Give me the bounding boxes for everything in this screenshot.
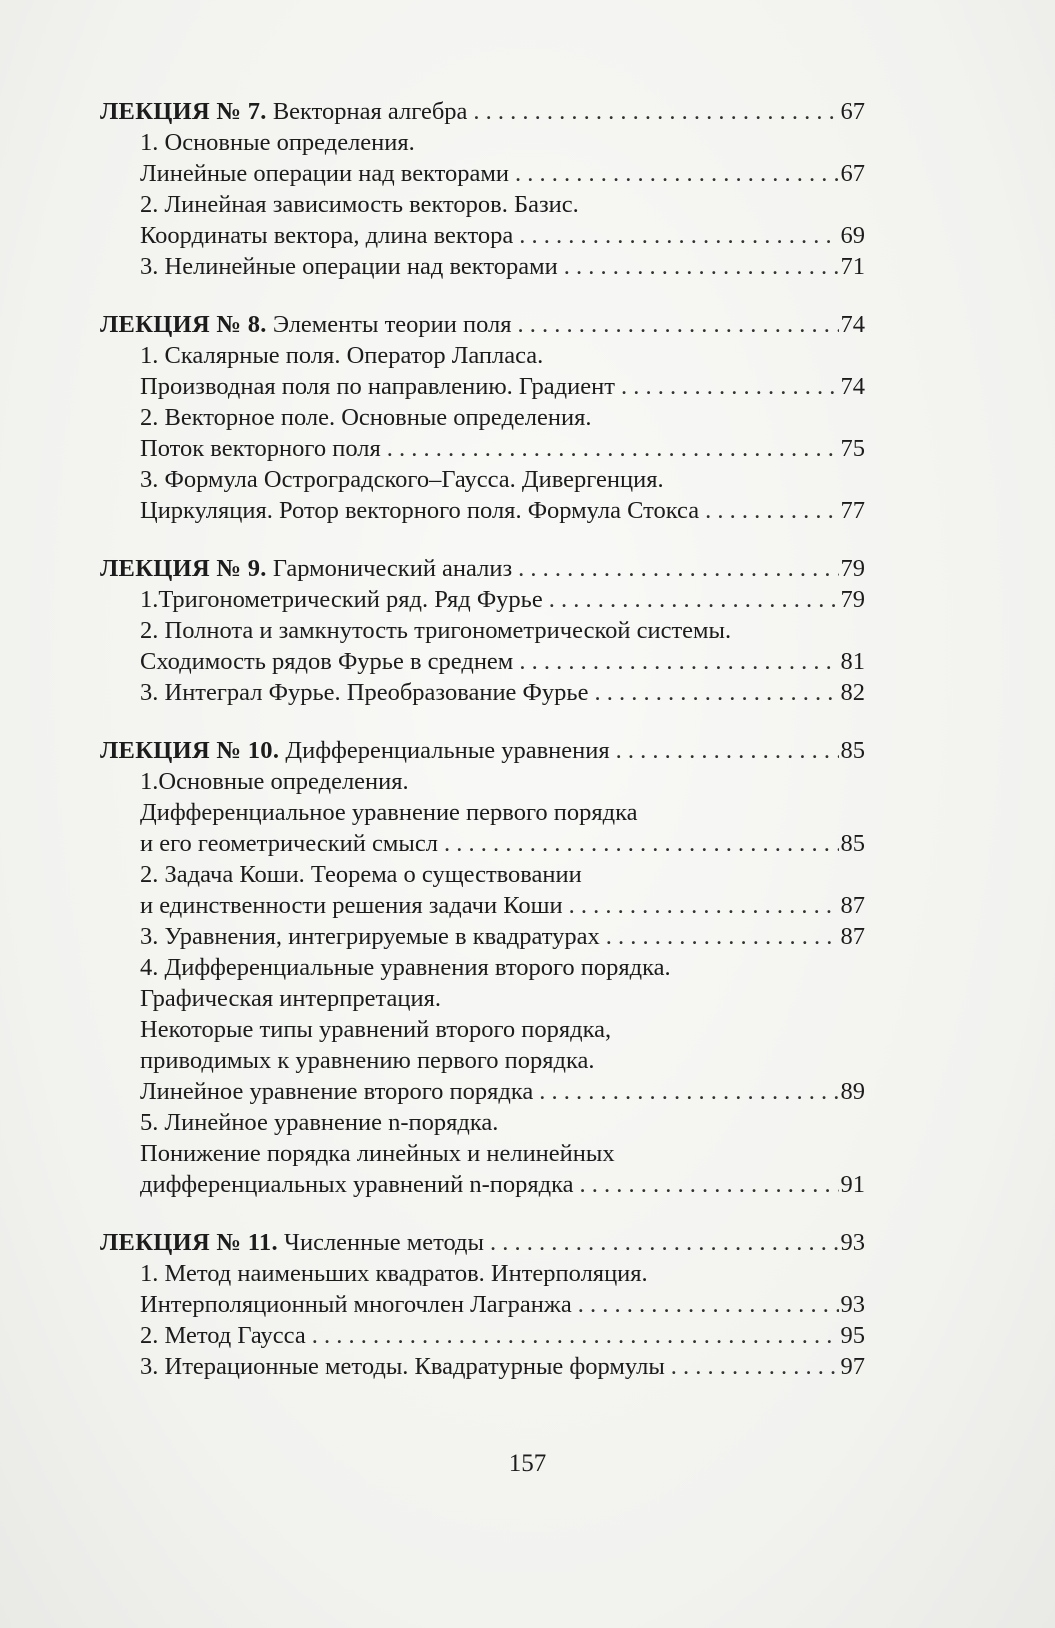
toc-entry [100, 1320, 865, 1351]
toc-entry-line [100, 340, 865, 371]
toc-entry-text: Координаты вектора, длина вектора [140, 222, 514, 249]
dot-leader [519, 220, 838, 251]
toc-entry [100, 158, 865, 189]
toc-entry-text: 1. Метод наименьших квадратов. Интерполяция. [140, 1260, 648, 1287]
dot-leader [578, 1289, 839, 1320]
toc-entry-text [140, 1076, 539, 1107]
page-ref: 85 [840, 830, 865, 857]
dot-leader [518, 553, 838, 584]
page-ref: 71 [840, 253, 865, 280]
toc-entry-text: 3. Уравнения, интегрируемые в квадратурах [140, 923, 600, 950]
lecture-heading-text [100, 553, 518, 584]
page-ref: 81 [840, 648, 865, 675]
lecture-title: Гармонический анализ [266, 555, 513, 582]
table-of-contents [100, 96, 865, 1409]
toc-entry-text [140, 1351, 671, 1382]
dot-leader [606, 921, 839, 952]
toc-entry-line [100, 464, 865, 495]
dot-leader [549, 584, 839, 615]
lecture-heading [100, 309, 865, 340]
dot-leader [387, 433, 839, 464]
toc-entry [100, 220, 865, 251]
toc-entry-text: Производная поля по направлению. Градиент [140, 373, 615, 400]
toc-entry-text [140, 433, 387, 464]
page-ref: 87 [840, 892, 865, 919]
toc-entry-text: приводимых к уравнению первого порядка. [140, 1047, 595, 1074]
dot-leader [312, 1320, 839, 1351]
dot-leader [621, 371, 839, 402]
toc-entry-text [140, 584, 549, 615]
toc-entry-text: 3. Итерационные методы. Квадратурные формулы [140, 1353, 665, 1380]
dot-leader [569, 890, 839, 921]
lecture-title: Дифференциальные уравнения [279, 737, 610, 764]
toc-entry [100, 890, 865, 921]
lecture-label: ЛЕКЦИЯ № 8. [100, 311, 267, 338]
page-ref: 77 [840, 497, 865, 524]
toc-entry-line [100, 797, 865, 828]
toc-entry-text: Циркуляция. Ротор векторного поля. Формула Стокса [140, 497, 700, 524]
toc-entry-text: Поток векторного поля [140, 435, 381, 462]
lecture-heading-text [100, 1227, 490, 1258]
toc-entry-text [140, 890, 569, 921]
page-ref: 93 [840, 1291, 865, 1318]
toc-entry-line [100, 952, 865, 983]
toc-entry-text: 2. Векторное поле. Основные определения. [140, 404, 592, 431]
lecture-section [100, 735, 865, 1200]
toc-entry-text: и его геометрический смысл [140, 830, 438, 857]
toc-entry-line [100, 766, 865, 797]
toc-entry [100, 1169, 865, 1200]
page-ref: 82 [840, 679, 865, 706]
toc-entry-text: 1.Тригонометрический ряд. Ряд Фурье [140, 586, 543, 613]
toc-entry-text: 2. Полнота и замкнутость тригонометрической системы. [140, 617, 732, 644]
lecture-heading-text [100, 309, 518, 340]
dot-leader [515, 158, 838, 189]
lecture-section [100, 1227, 865, 1382]
toc-entry-text: 1. Скалярные поля. Оператор Лапласа. [140, 342, 544, 369]
dot-leader [518, 309, 839, 340]
toc-entry-line [100, 402, 865, 433]
page-ref: 87 [840, 923, 865, 950]
toc-entry-text: 1. Основные определения. [140, 129, 415, 156]
toc-entry-text [140, 646, 519, 677]
toc-entry-text: 3. Формула Остроградского–Гаусса. Дивергенция. [140, 466, 664, 493]
toc-entry [100, 1289, 865, 1320]
toc-entry-line [100, 127, 865, 158]
toc-entry-line [100, 1258, 865, 1289]
dot-leader [705, 495, 838, 526]
page-ref: 69 [840, 222, 865, 249]
toc-entry-text: 1.Основные определения. [140, 768, 409, 795]
toc-entry-line [100, 615, 865, 646]
lecture-section [100, 553, 865, 708]
page-ref: 89 [840, 1078, 865, 1105]
toc-entry [100, 433, 865, 464]
dot-leader [580, 1169, 839, 1200]
toc-entry-text [140, 495, 705, 526]
lecture-label: ЛЕКЦИЯ № 9. [100, 555, 267, 582]
toc-entry-text [140, 1169, 580, 1200]
page-ref: 79 [840, 586, 865, 613]
page-ref: 75 [840, 435, 865, 462]
page-ref: 67 [840, 98, 865, 125]
toc-entry [100, 1351, 865, 1382]
toc-entry-line [100, 1045, 865, 1076]
toc-entry-line [100, 189, 865, 220]
page-ref: 74 [840, 373, 865, 400]
toc-entry-text [140, 158, 515, 189]
lecture-heading-text [100, 96, 473, 127]
lecture-title: Численные методы [277, 1229, 484, 1256]
toc-entry-text [140, 1289, 578, 1320]
toc-entry [100, 371, 865, 402]
toc-entry-text [140, 251, 564, 282]
toc-entry-text [140, 371, 621, 402]
toc-entry-text: Графическая интерпретация. [140, 985, 441, 1012]
lecture-title: Векторная алгебра [266, 98, 468, 125]
page-ref: 91 [840, 1171, 865, 1198]
dot-leader [671, 1351, 839, 1382]
page-number: 157 [508, 1450, 547, 1477]
toc-entry-text: дифференциальных уравнений n-порядка [140, 1171, 574, 1198]
toc-entry [100, 646, 865, 677]
lecture-heading [100, 1227, 865, 1258]
toc-entry-text: 5. Линейное уравнение n-порядка. [140, 1109, 499, 1136]
toc-entry-line [100, 1138, 865, 1169]
lecture-heading-text [100, 735, 616, 766]
toc-entry-text [140, 220, 519, 251]
toc-entry-text: Линейное уравнение второго порядка [140, 1078, 534, 1105]
toc-entry-text: 3. Интеграл Фурье. Преобразование Фурье [140, 679, 589, 706]
lecture-section [100, 309, 865, 526]
page-ref: 74 [840, 311, 865, 338]
toc-entry-text: 4. Дифференциальные уравнения второго порядка. [140, 954, 671, 981]
toc-entry [100, 677, 865, 708]
lecture-label: ЛЕКЦИЯ № 7. [100, 98, 267, 125]
toc-entry-line [100, 983, 865, 1014]
lecture-heading [100, 735, 865, 766]
page-ref: 95 [840, 1322, 865, 1349]
lecture-heading [100, 553, 865, 584]
toc-entry-text: 2. Задача Коши. Теорема о существовании [140, 861, 582, 888]
page-ref: 97 [840, 1353, 865, 1380]
dot-leader [616, 735, 839, 766]
toc-entry [100, 1076, 865, 1107]
page-ref: 85 [840, 737, 865, 764]
dot-leader [594, 677, 838, 708]
toc-entry [100, 584, 865, 615]
toc-entry-text [140, 828, 444, 859]
dot-leader [473, 96, 838, 127]
toc-entry-text: Линейные операции над векторами [140, 160, 510, 187]
lecture-section [100, 96, 865, 282]
lecture-label: ЛЕКЦИЯ № 11. [100, 1229, 278, 1256]
toc-entry-line [100, 859, 865, 890]
toc-entry-line [100, 1107, 865, 1138]
toc-entry-text: Интерполяционный многочлен Лагранжа [140, 1291, 572, 1318]
page-ref: 93 [840, 1229, 865, 1256]
toc-entry [100, 495, 865, 526]
dot-leader [539, 1076, 838, 1107]
dot-leader [564, 251, 839, 282]
toc-entry-text: Дифференциальное уравнение первого порядка [140, 799, 638, 826]
page-ref: 67 [840, 160, 865, 187]
toc-entry-text [140, 1320, 312, 1351]
lecture-heading [100, 96, 865, 127]
toc-entry-text: 2. Линейная зависимость векторов. Базис. [140, 191, 579, 218]
toc-entry-text: 3. Нелинейные операции над векторами [140, 253, 558, 280]
toc-entry [100, 828, 865, 859]
lecture-label: ЛЕКЦИЯ № 10. [100, 737, 280, 764]
page-ref: 79 [840, 555, 865, 582]
toc-entry-text: Понижение порядка линейных и нелинейных [140, 1140, 615, 1167]
dot-leader [444, 828, 839, 859]
toc-entry-text: Некоторые типы уравнений второго порядка, [140, 1016, 612, 1043]
toc-entry [100, 921, 865, 952]
toc-entry [100, 251, 865, 282]
toc-entry-line [100, 1014, 865, 1045]
dot-leader [490, 1227, 839, 1258]
toc-entry-text [140, 921, 606, 952]
lecture-title: Элементы теории поля [266, 311, 512, 338]
toc-entry-text: Сходимость рядов Фурье в среднем [140, 648, 514, 675]
toc-entry-text: 2. Метод Гаусса [140, 1322, 306, 1349]
toc-entry-text [140, 677, 594, 708]
toc-entry-text: и единственности решения задачи Коши [140, 892, 563, 919]
dot-leader [519, 646, 838, 677]
